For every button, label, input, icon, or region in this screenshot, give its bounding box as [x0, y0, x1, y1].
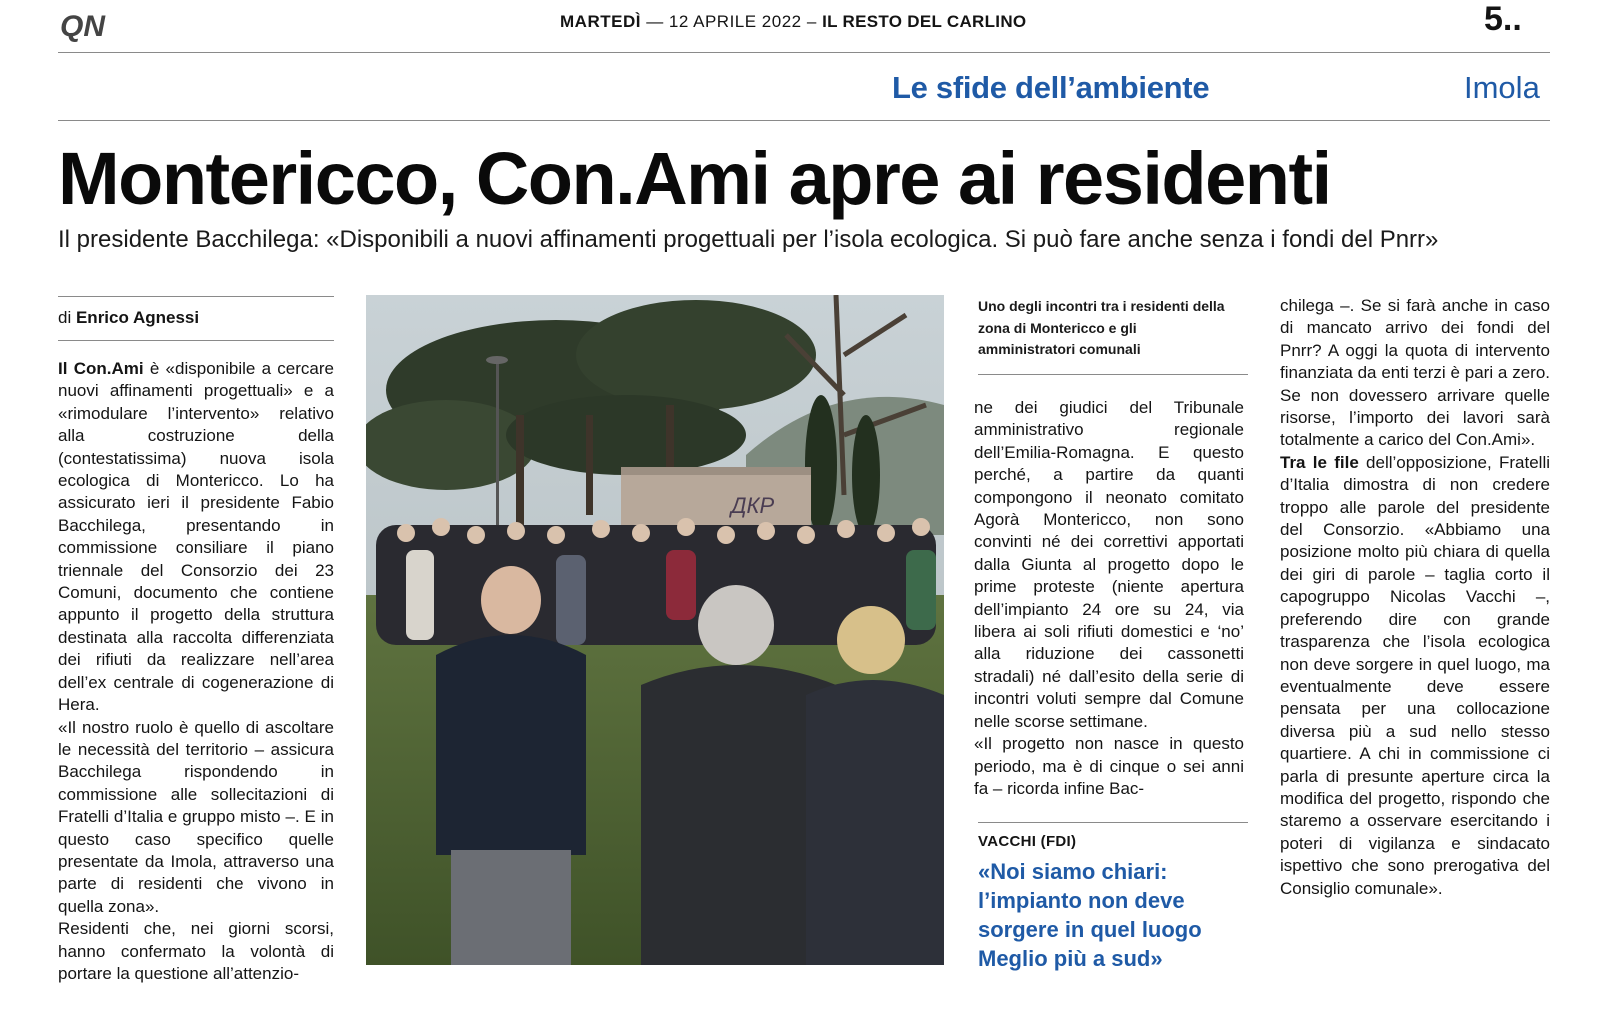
paragraph: Residenti che, nei giorni scorsi, hanno confermato la volontà di portare la questione all’attenzio- [58, 919, 334, 983]
paragraph: «Il nostro ruolo è quello di ascoltare le necessità del territorio – assicura Bacchilega rispondendo in commissione alle sollecitazioni di Fratelli d’Italia e gruppo misto –. E in questo caso specifico quelle presentate da Imola, attraverso una parte di residenti che vivono in quella zona». [58, 717, 334, 916]
quote-rule [978, 822, 1248, 823]
article-column-1 [58, 358, 334, 985]
article-subheadline: Il presidente Bacchilega: «Disponibili a nuovi affinamenti progettuali per l’isola ecologica. Si può fare anche senza i fondi del Pnrr» [58, 226, 1439, 253]
quote-attribution: VACCHI (FDI) [978, 833, 1077, 850]
qn-logo [58, 8, 122, 44]
section-city: Imola [1464, 70, 1540, 105]
article-column-3 [974, 397, 1244, 800]
lead-in: Tra le file [1280, 452, 1359, 472]
svg-text:ДКР: ДКР [731, 493, 775, 518]
header-date: 12 APRILE 2022 [668, 12, 802, 31]
photo-caption: Uno degli incontri tra i residenti della zona di Montericco e gli amministratori comunali [978, 298, 1225, 357]
byline-rule-top [58, 296, 334, 297]
article-headline: Montericco, Con.Ami apre ai residenti [58, 137, 1331, 220]
paragraph: «Il progetto non nasce in questo periodo, ma è di cinque o sei anni fa – ricorda infine Bac- [974, 734, 1244, 798]
caption-rule [978, 374, 1248, 375]
byline-prefix: di [58, 308, 72, 327]
byline-rule-bottom [58, 340, 334, 341]
article-column-4 [1280, 295, 1550, 900]
section-title: Le sfide dell’ambiente [892, 70, 1210, 105]
header-rule [58, 52, 1550, 53]
lead-in: Il Con.Ami [58, 359, 144, 378]
page-number: 5.. [1484, 0, 1522, 38]
photo-residents-meeting [366, 295, 944, 965]
byline-author: Enrico Agnessi [75, 308, 200, 327]
paragraph: Il Con.Ami è «disponibile a cercare nuovi affinamenti progettuali» e a «rimodulare l’intervento» relativo alla costruzione della (contestatissima) nuova isola ecologica di Montericco. Lo ha assicurato ieri il presidente Fabio Bacchilega, presentando in commissione consiliare il piano triennale del Consorzio dei 23 Comuni, documento che contiene appunto il progetto della struttura destinata alla raccolta differenziata dei rifiuti da realizzare nell’area dell’ex centrale di cogenerazione di Hera. [58, 359, 334, 715]
section-rule [58, 120, 1550, 121]
svg-text:QN: QN [60, 10, 105, 43]
byline [58, 308, 199, 328]
pull-quote: «Noi siamo chiari: l’impianto non deve sorgere in quel luogo Meglio più a sud» [978, 859, 1202, 971]
paragraph: ne dei giudici del Tribunale amministrativo regionale dell’Emilia-Romagna. E questo perché, a partire da quanti compongono il neonato comitato Agorà Montericco, non sono convinti né dei correttivi apportati dalla Giunta al progetto dopo le prime proteste (niente apertura dell’impianto 24 ore su 24, via libera ai soli rifiuti domestici e ‘no’ alla riduzione dei cassonetti stradali) né dall’esito della serie di incontri voluti sempre dal Comune nelle scorse settimane. [974, 398, 1244, 731]
paragraph: chilega –. Se si farà anche in caso di mancato arrivo dei fondi del Pnrr? A oggi la quota di intervento finanziata da enti terzi è pari a zero. Se non dovessero arrivare quelle risorse, l’importo dei lavori sarà totalmente a carico del Con.Ami». [1280, 296, 1550, 450]
header-dateline: MARTEDÌ — 12 APRILE 2022 – IL RESTO DEL CARLINO [560, 12, 1027, 31]
header-day: MARTEDÌ [560, 12, 641, 31]
paragraph: Tra le file dell’opposizione, Fratelli d’Italia dimostra di non credere troppo alle parole del presidente del Consorzio. «Abbiamo una posizione molto più chiara di quella dei giri di parole – taglia corto il capogruppo Nicolas Vacchi –, preferendo dire con grande trasparenza che l’isola ecologica non deve sorgere in quel luogo, ma eventualmente deve essere pensata per una collocazione diversa più a sud nello stesso quartiere. A chi in commissione ci parla di presunte aperture circa la modifica del progetto, rispondo che staremo a osservare esercitando i poteri di vigilanza e sindacato ispettivo che sono prerogativa del Consiglio comunale». [1280, 452, 1551, 898]
article-photo [366, 295, 944, 965]
header-publication: IL RESTO DEL CARLINO [822, 12, 1027, 31]
